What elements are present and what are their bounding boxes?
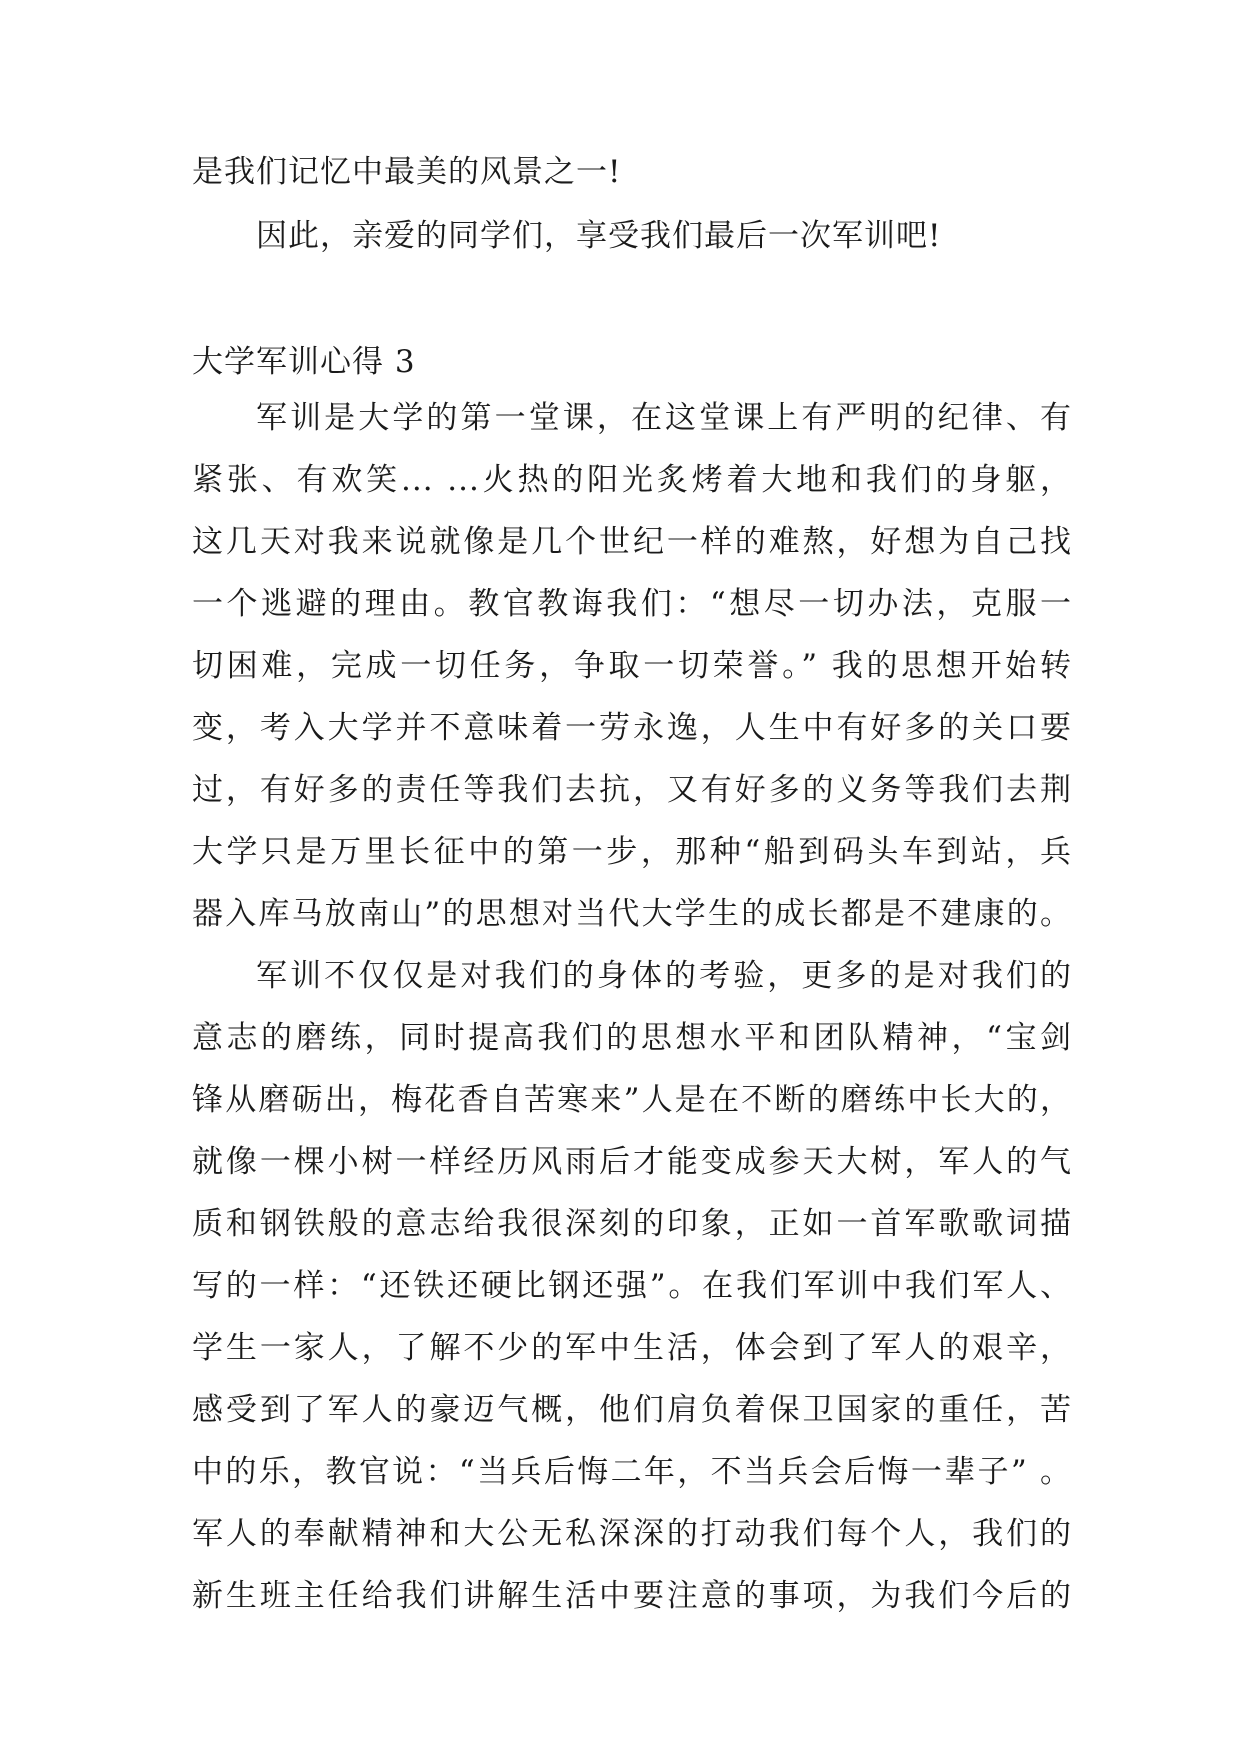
paragraph-line: 切困难，完成一切任务，争取一切荣誉。” 我的思想开始转 — [192, 648, 1072, 684]
paragraph-line: 一个逃避的理由。教官教诲我们：“想尽一切办法，克服一 — [192, 586, 1072, 622]
paragraph-line: 意志的磨练，同时提高我们的思想水平和团队精神，“宝剑 — [192, 1020, 1072, 1056]
paragraph-line: 写的一样：“还铁还硬比钢还强”。在我们军训中我们军人、 — [192, 1268, 1072, 1304]
paragraph-line: 是我们记忆中最美的风景之一! — [192, 154, 622, 190]
paragraph-line: 因此，亲爱的同学们，享受我们最后一次军训吧! — [256, 218, 942, 254]
paragraph-line: 变，考入大学并不意味着一劳永逸，人生中有好多的关口要 — [192, 710, 1072, 746]
paragraph-line: 这几天对我来说就像是几个世纪一样的难熬，好想为自己找 — [192, 524, 1072, 560]
paragraph-line: 感受到了军人的豪迈气概，他们肩负着保卫国家的重任，苦 — [192, 1392, 1072, 1428]
paragraph-line: 锋从磨砺出，梅花香自苦寒来”人是在不断的磨练中长大的， — [192, 1082, 1072, 1118]
paragraph-line: 紧张、有欢笑... ...火热的阳光炙烤着大地和我们的身躯， — [192, 462, 1072, 498]
paragraph-line: 质和钢铁般的意志给我很深刻的印象，正如一首军歌歌词描 — [192, 1206, 1072, 1242]
paragraph-line: 军训不仅仅是对我们的身体的考验，更多的是对我们的 — [256, 958, 1072, 994]
paragraph-line: 器入库马放南山”的思想对当代大学生的成长都是不建康的。 — [192, 896, 1072, 932]
section-heading: 大学军训心得 3 — [192, 344, 416, 380]
paragraph-line: 就像一棵小树一样经历风雨后才能变成参天大树，军人的气 — [192, 1144, 1072, 1180]
paragraph-line: 大学只是万里长征中的第一步，那种“船到码头车到站，兵 — [192, 834, 1072, 870]
paragraph-line: 学生一家人，了解不少的军中生活，体会到了军人的艰辛， — [192, 1330, 1072, 1366]
paragraph-line: 军训是大学的第一堂课，在这堂课上有严明的纪律、有 — [256, 400, 1072, 436]
paragraph-line: 新生班主任给我们讲解生活中要注意的事项，为我们今后的 — [192, 1578, 1072, 1614]
paragraph-line: 军人的奉献精神和大公无私深深的打动我们每个人，我们的 — [192, 1516, 1072, 1552]
paragraph-line: 过，有好多的责任等我们去抗，又有好多的义务等我们去荆 — [192, 772, 1072, 808]
paragraph-line: 中的乐，教官说：“当兵后悔二年，不当兵会后悔一辈子” 。 — [192, 1454, 1072, 1490]
